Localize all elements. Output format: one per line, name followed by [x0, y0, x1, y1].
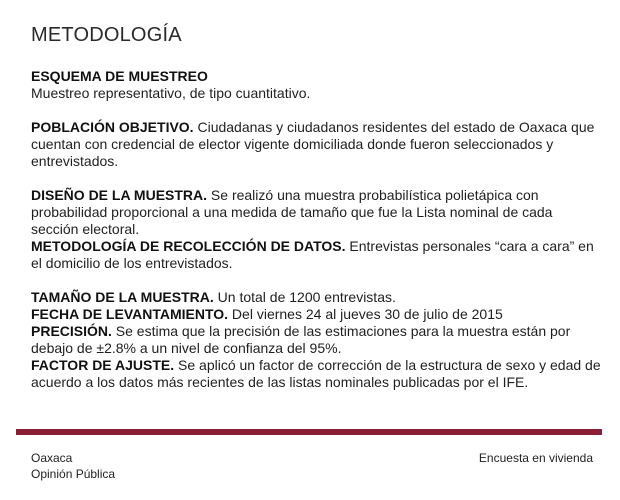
methodology-content [31, 68, 601, 391]
section-diseno [31, 187, 601, 238]
section-label: TAMAÑO DE LA MUESTRA. [31, 289, 214, 305]
section-label: DISEÑO DE LA MUESTRA. [31, 187, 208, 203]
page-title: METODOLOGÍA [31, 24, 182, 46]
section-fecha [31, 306, 601, 323]
section-ajuste [31, 357, 601, 391]
section-text: Del viernes 24 al jueves 30 de julio de 2015 [228, 306, 503, 322]
section-label: PRECISIÓN. [31, 323, 112, 339]
section-label: FECHA DE LEVANTAMIENTO. [31, 306, 229, 322]
section-recoleccion [31, 238, 601, 272]
section-text: Ciudadanas y ciudadanos residentes del estado de Oaxaca que cuentan con credencial de elector vigente domiciliada donde fueron seleccionados y entrevistados. [31, 119, 595, 169]
section-text: Entrevistas personales “cara a cara” en el domicilio de los entrevistados. [31, 238, 594, 271]
section-text: Muestreo representativo, de tipo cuantitativo. [31, 85, 311, 101]
footer-survey-type: Encuesta en vivienda [478, 451, 593, 465]
section-label: FACTOR DE AJUSTE. [31, 357, 175, 373]
section-text: Se aplicó un factor de corrección de la estructura de sexo y edad de acuerdo a los datos más recientes de las listas nominales publicadas por el IFE. [31, 357, 601, 390]
footer-brand [31, 450, 115, 482]
section-label: ESQUEMA DE MUESTREO [31, 68, 208, 84]
section-text: Un total de 1200 entrevistas. [213, 289, 396, 305]
footer-brand-line-1: Oaxaca [31, 451, 73, 465]
section-tamano [31, 289, 601, 306]
section-label: METODOLOGÍA DE RECOLECCIÓN DE DATOS. [31, 238, 346, 254]
section-poblacion [31, 119, 601, 170]
section-text: Se realizó una muestra probabilística polietápica con probabilidad proporcional a una medida de tamaño que fue la Lista nominal de cada sección electoral. [31, 187, 553, 237]
section-text: Se estima que la precisión de las estimaciones para la muestra están por debajo de ±2.8% a un nivel de confianza del 95%. [31, 323, 571, 356]
section-label: POBLACIÓN OBJETIVO. [31, 119, 194, 135]
footer-brand-line-2: Opinión Pública [31, 467, 116, 481]
section-esquema [31, 68, 601, 102]
footer-divider [16, 429, 602, 435]
section-precision [31, 323, 601, 357]
